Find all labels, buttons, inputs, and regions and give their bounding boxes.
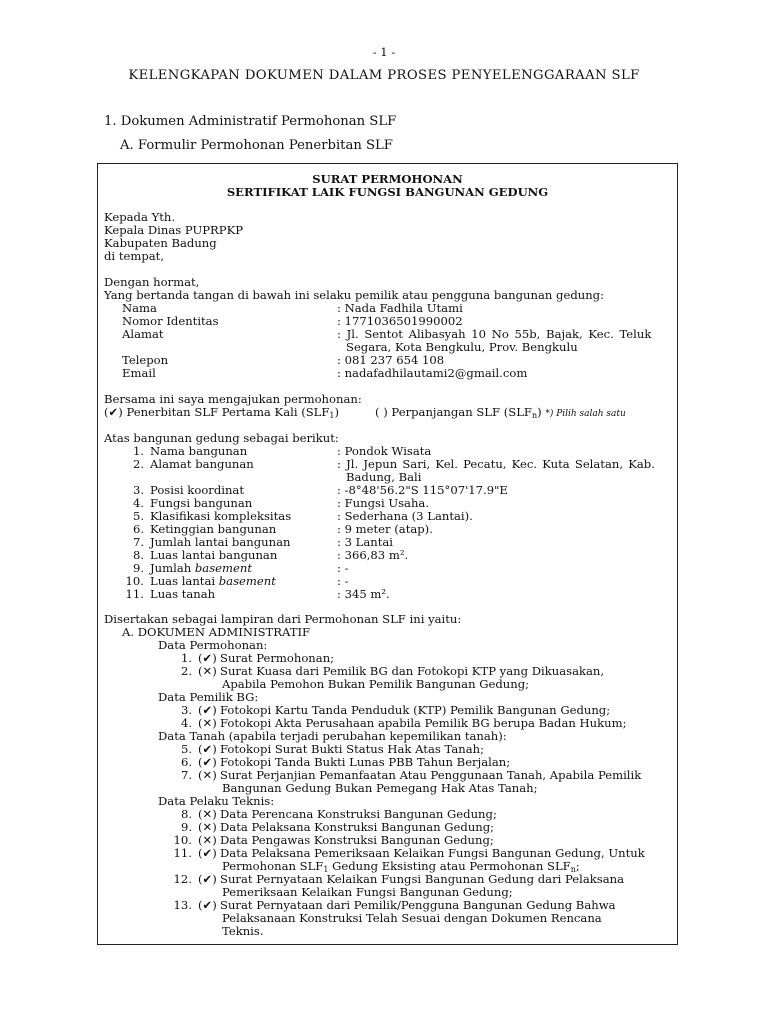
attachment-number: 6. — [180, 755, 192, 769]
check-icon: (✔) — [198, 703, 217, 717]
attachment-number: 13. — [173, 898, 192, 912]
attachment-text: Fotokopi Surat Bukti Status Hak Atas Tanah; — [220, 742, 485, 756]
empty-mark: ( ) — [375, 405, 388, 419]
attachment-number: 2. — [180, 664, 192, 678]
attachment-number: 1. — [180, 651, 192, 665]
attachment-text: Pelaksanaan Konstruksi Telah Sesuai dengan Dokumen Rencana — [222, 911, 602, 925]
field-label: Nomor Identitas — [122, 314, 219, 328]
building-item-number: 3. — [132, 483, 144, 497]
building-item-value: Badung, Bali — [346, 470, 422, 484]
attach-intro: Disertakan sebagai lampiran dari Permohonan SLF ini yaitu: — [104, 612, 462, 626]
attachment-text: Surat Pernyataan Kelaikan Fungsi Bangunan Gedung dari Pelaksana — [220, 872, 625, 886]
check-icon: (✔) — [198, 846, 217, 860]
greeting: Dengan hormat, — [104, 275, 200, 289]
building-item-label: Luas lantai basement — [150, 574, 276, 588]
attachment-number: 5. — [180, 742, 192, 756]
building-item-number: 6. — [132, 522, 144, 536]
group-heading: Data Tanah (apabila terjadi perubahan kepemilikan tanah): — [158, 729, 507, 743]
building-item-value: : Pondok Wisata — [337, 444, 432, 458]
form-title: SURAT PERMOHONAN — [312, 172, 463, 186]
building-item-value: : 366,83 m². — [337, 548, 409, 562]
attachment-text: Pemeriksaan Kelaikan Fungsi Bangunan Gedung; — [222, 885, 513, 899]
building-item-number: 4. — [132, 496, 144, 510]
building-item-value: : -8°48'56.2"S 115°07'17.9"E — [337, 483, 508, 497]
building-item-label: Alamat bangunan — [150, 457, 254, 471]
field-value: : nadafadhilautami2@gmail.com — [337, 366, 528, 380]
address-line: Kabupaten Badung — [104, 236, 217, 250]
building-item-value: : - — [337, 574, 349, 588]
cross-icon: (✕) — [198, 833, 217, 847]
attachment-text: Data Perencana Konstruksi Bangunan Gedung; — [220, 807, 497, 821]
attachment-number: 4. — [180, 716, 192, 730]
field-label: Alamat — [122, 327, 164, 341]
field-value: Segara, Kota Bengkulu, Prov. Bengkulu — [346, 340, 578, 354]
attachment-text: Apabila Pemohon Bukan Pemilik Bangunan Gedung; — [222, 677, 530, 691]
field-label: Telepon — [122, 353, 169, 367]
attachment-number: 9. — [180, 820, 192, 834]
attachment-number: 12. — [173, 872, 192, 886]
building-item-value: : Sederhana (3 Lantai). — [337, 509, 473, 523]
attachment-text: Data Pengawas Konstruksi Bangunan Gedung; — [220, 833, 494, 847]
building-item-label: Ketinggian bangunan — [150, 522, 277, 536]
check-icon: (✔) — [198, 898, 217, 912]
attachment-number: 11. — [173, 846, 192, 860]
option-first-issuance: (✔) Penerbitan SLF Pertama Kali $(SLF_1)$ — [104, 405, 340, 420]
attachment-text: Permohonan $SLF_1$ Gedung Eksisting atau Permohonan $SLF_n$; — [222, 859, 580, 874]
building-item-number: 5. — [132, 509, 144, 523]
check-icon: (✔) — [198, 755, 217, 769]
form-subtitle: SERTIFIKAT LAIK FUNGSI BANGUNAN GEDUNG — [226, 185, 549, 199]
attachment-number: 10. — [173, 833, 192, 847]
building-item-value: : 9 meter (atap). — [337, 522, 433, 536]
building-item-label: Luas lantai bangunan — [150, 548, 278, 562]
building-item-number: 7. — [132, 535, 144, 549]
building-item-number: 9. — [132, 561, 144, 575]
attachment-text: Surat Perjanjian Pemanfaatan Atau Penggunaan Tanah, Apabila Pemilik — [220, 768, 642, 782]
building-item-label: Fungsi bangunan — [150, 496, 253, 510]
building-item-value: : - — [337, 561, 349, 575]
attachment-text: Fotokopi Tanda Bukti Lunas PBB Tahun Berjalan; — [220, 755, 511, 769]
attachment-text: Fotokopi Akta Perusahaan apabila Pemilik BG berupa Badan Hukum; — [220, 716, 627, 730]
option-extension: ( ) Perpanjangan SLF $(SLF_n)$ *) Pilih salah satu — [375, 405, 626, 420]
address-line: Kepada Yth. — [104, 210, 176, 224]
check-icon: (✔) — [198, 742, 217, 756]
field-label: Email — [122, 366, 156, 380]
building-item-label: Luas tanah — [150, 587, 216, 601]
cross-icon: (✕) — [198, 716, 217, 730]
attachment-number: 7. — [180, 768, 192, 782]
subsection-heading: A. Formulir Permohonan Penerbitan SLF — [120, 138, 393, 153]
attachment-text: Teknis. — [222, 924, 264, 938]
cross-icon: (✕) — [198, 768, 217, 782]
building-item-value: : Fungsi Usaha. — [337, 496, 430, 510]
building-item-number: 8. — [132, 548, 144, 562]
building-item-label: Jumlah lantai bangunan — [150, 535, 291, 549]
attachment-text: Data Pelaksana Pemeriksaan Kelaikan Fungsi Bangunan Gedung, Untuk — [220, 846, 645, 860]
building-item-number: 11. — [125, 587, 144, 601]
cross-icon: (✕) — [198, 807, 217, 821]
cross-icon: (✕) — [198, 820, 217, 834]
attachment-text: Surat Kuasa dari Pemilik BG dan Fotokopi KTP yang Dikuasakan, — [220, 664, 605, 678]
building-item-number: 10. — [125, 574, 144, 588]
intro-text: Yang bertanda tangan di bawah ini selaku pemilik atau pengguna bangunan gedung: — [104, 288, 605, 302]
group-heading: Data Permohonan: — [158, 638, 268, 652]
address-line: di tempat, — [104, 249, 165, 263]
building-item-label: Jumlah basement — [150, 561, 253, 575]
section-heading: 1. Dokumen Administratif Permohonan SLF — [104, 114, 397, 129]
attachment-text: Surat Pernyataan dari Pemilik/Pengguna Bangunan Gedung Bahwa — [220, 898, 616, 912]
building-item-label: Posisi koordinat — [150, 483, 245, 497]
attachment-text: Surat Permohonan; — [220, 651, 335, 665]
building-item-value: : 3 Lantai — [337, 535, 394, 549]
field-label: Nama — [122, 301, 157, 315]
attach-section-a: A. DOKUMEN ADMINISTRATIF — [122, 625, 311, 639]
field-value: : Nada Fadhila Utami — [337, 301, 463, 315]
field-value: : 081 237 654 108 — [337, 353, 445, 367]
request-intro: Bersama ini saya mengajukan permohonan: — [104, 392, 362, 406]
building-item-value: : 345 m². — [337, 587, 390, 601]
check-icon: (✔) — [198, 651, 217, 665]
address-line: Kepala Dinas PUPRPKP — [104, 223, 244, 237]
attachment-text: Data Pelaksana Konstruksi Bangunan Gedung; — [220, 820, 495, 834]
group-heading: Data Pemilik BG: — [158, 690, 259, 704]
check-icon: (✔) — [198, 872, 217, 886]
building-item-number: 1. — [132, 444, 144, 458]
cross-icon: (✕) — [198, 664, 217, 678]
check-mark: (✔) — [104, 405, 123, 419]
page-number: - 1 - — [372, 45, 396, 59]
building-item-label: Klasifikasi kompleksitas — [150, 509, 292, 523]
building-intro: Atas bangunan gedung sebagai berikut: — [104, 431, 339, 445]
attachment-number: 3. — [180, 703, 192, 717]
main-title: KELENGKAPAN DOKUMEN DALAM PROSES PENYELENGGARAAN SLF — [128, 68, 640, 83]
attachment-text: Bangunan Gedung Bukan Pemegang Hak Atas Tanah; — [222, 781, 538, 795]
option-hint: *) Pilih salah satu — [545, 409, 626, 419]
building-item-value: : Jl. Jepun Sari, Kel. Pecatu, Kec. Kuta Selatan, Kab. — [337, 457, 655, 471]
attachment-number: 8. — [180, 807, 192, 821]
building-item-label: Nama bangunan — [150, 444, 248, 458]
field-value: : Jl. Sentot Alibasyah 10 No 55b, Bajak, Kec. Teluk — [337, 327, 652, 341]
building-item-number: 2. — [132, 457, 144, 471]
field-value: : 1771036501990002 — [337, 314, 463, 328]
attachment-text: Fotokopi Kartu Tanda Penduduk (KTP) Pemilik Bangunan Gedung; — [220, 703, 611, 717]
group-heading: Data Pelaku Teknis: — [158, 794, 275, 808]
